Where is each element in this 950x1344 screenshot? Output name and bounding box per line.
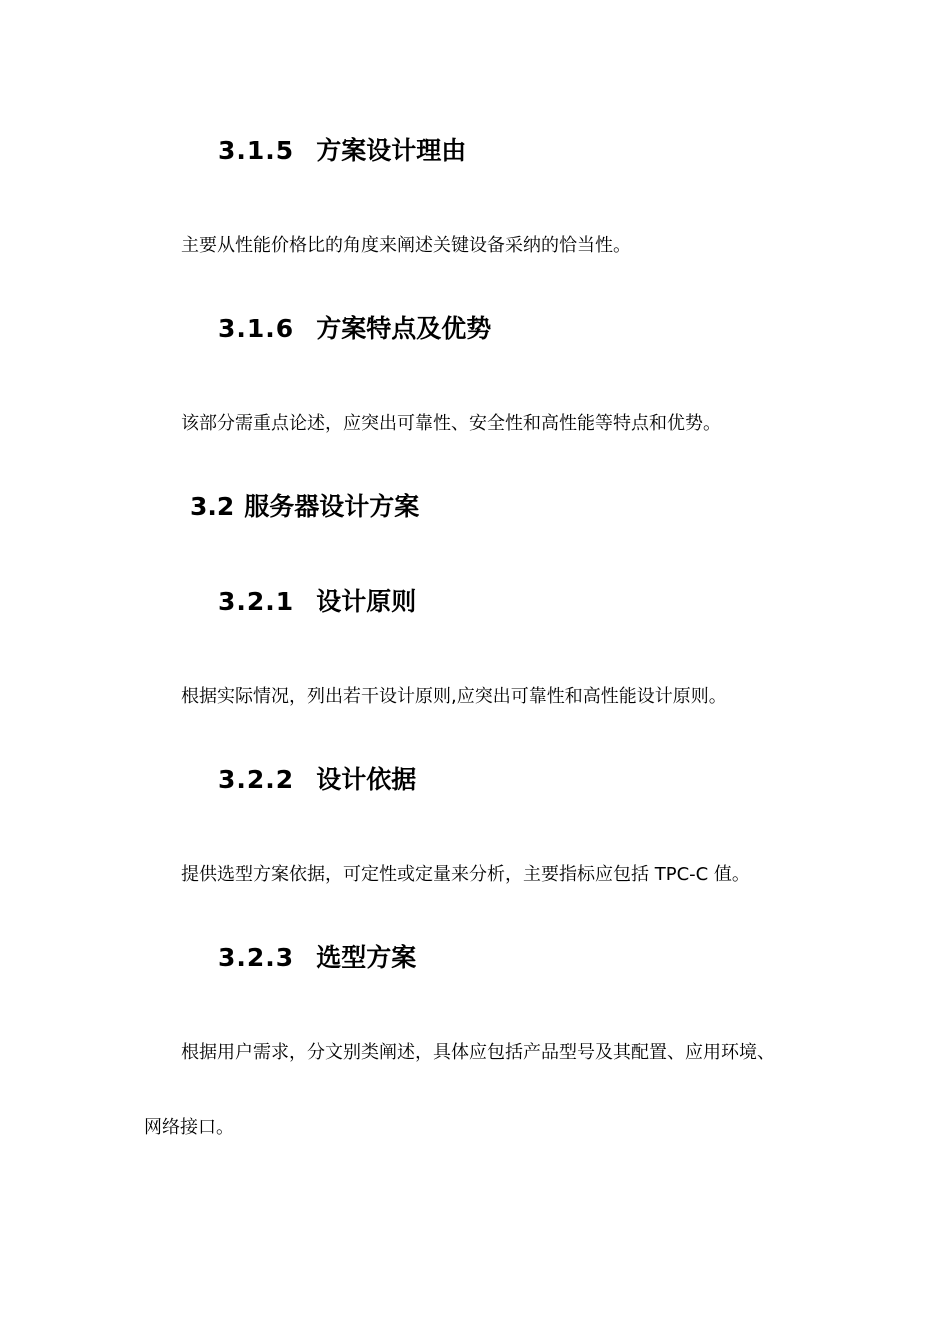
heading-number: 3.2.2	[218, 765, 295, 794]
heading-3-2-3	[218, 942, 416, 974]
paragraph-3-2-1: 根据实际情况，列出若干设计原则,应突出可靠性和高性能设计原则。	[181, 686, 727, 707]
heading-3-2	[190, 491, 419, 523]
heading-3-1-6	[218, 313, 491, 345]
heading-number: 3.2.1	[218, 587, 295, 616]
paragraph-3-2-3-line-2: 网络接口。	[144, 1117, 234, 1138]
paragraph-3-1-6: 该部分需重点论述，应突出可靠性、安全性和高性能等特点和优势。	[181, 413, 721, 434]
heading-3-2-1	[218, 586, 416, 618]
heading-title: 设计依据	[316, 765, 417, 794]
paragraph-3-2-2: 提供选型方案依据，可定性或定量来分析，主要指标应包括 TPC-C 值。	[181, 864, 750, 885]
heading-number: 3.2	[190, 492, 235, 521]
heading-3-1-5	[218, 135, 466, 167]
heading-number: 3.1.5	[218, 136, 295, 165]
paragraph-3-1-5: 主要从性能价格比的角度来阐述关键设备采纳的恰当性。	[181, 235, 631, 256]
paragraph-3-2-3-line-1: 根据用户需求，分文别类阐述，具体应包括产品型号及其配置、应用环境、	[181, 1042, 775, 1063]
heading-title: 服务器设计方案	[244, 492, 420, 521]
heading-title: 方案设计理由	[316, 136, 467, 165]
heading-title: 选型方案	[316, 943, 417, 972]
heading-3-2-2	[218, 764, 416, 796]
heading-title: 设计原则	[316, 587, 417, 616]
heading-number: 3.1.6	[218, 314, 295, 343]
heading-title: 方案特点及优势	[316, 314, 492, 343]
heading-number: 3.2.3	[218, 943, 295, 972]
